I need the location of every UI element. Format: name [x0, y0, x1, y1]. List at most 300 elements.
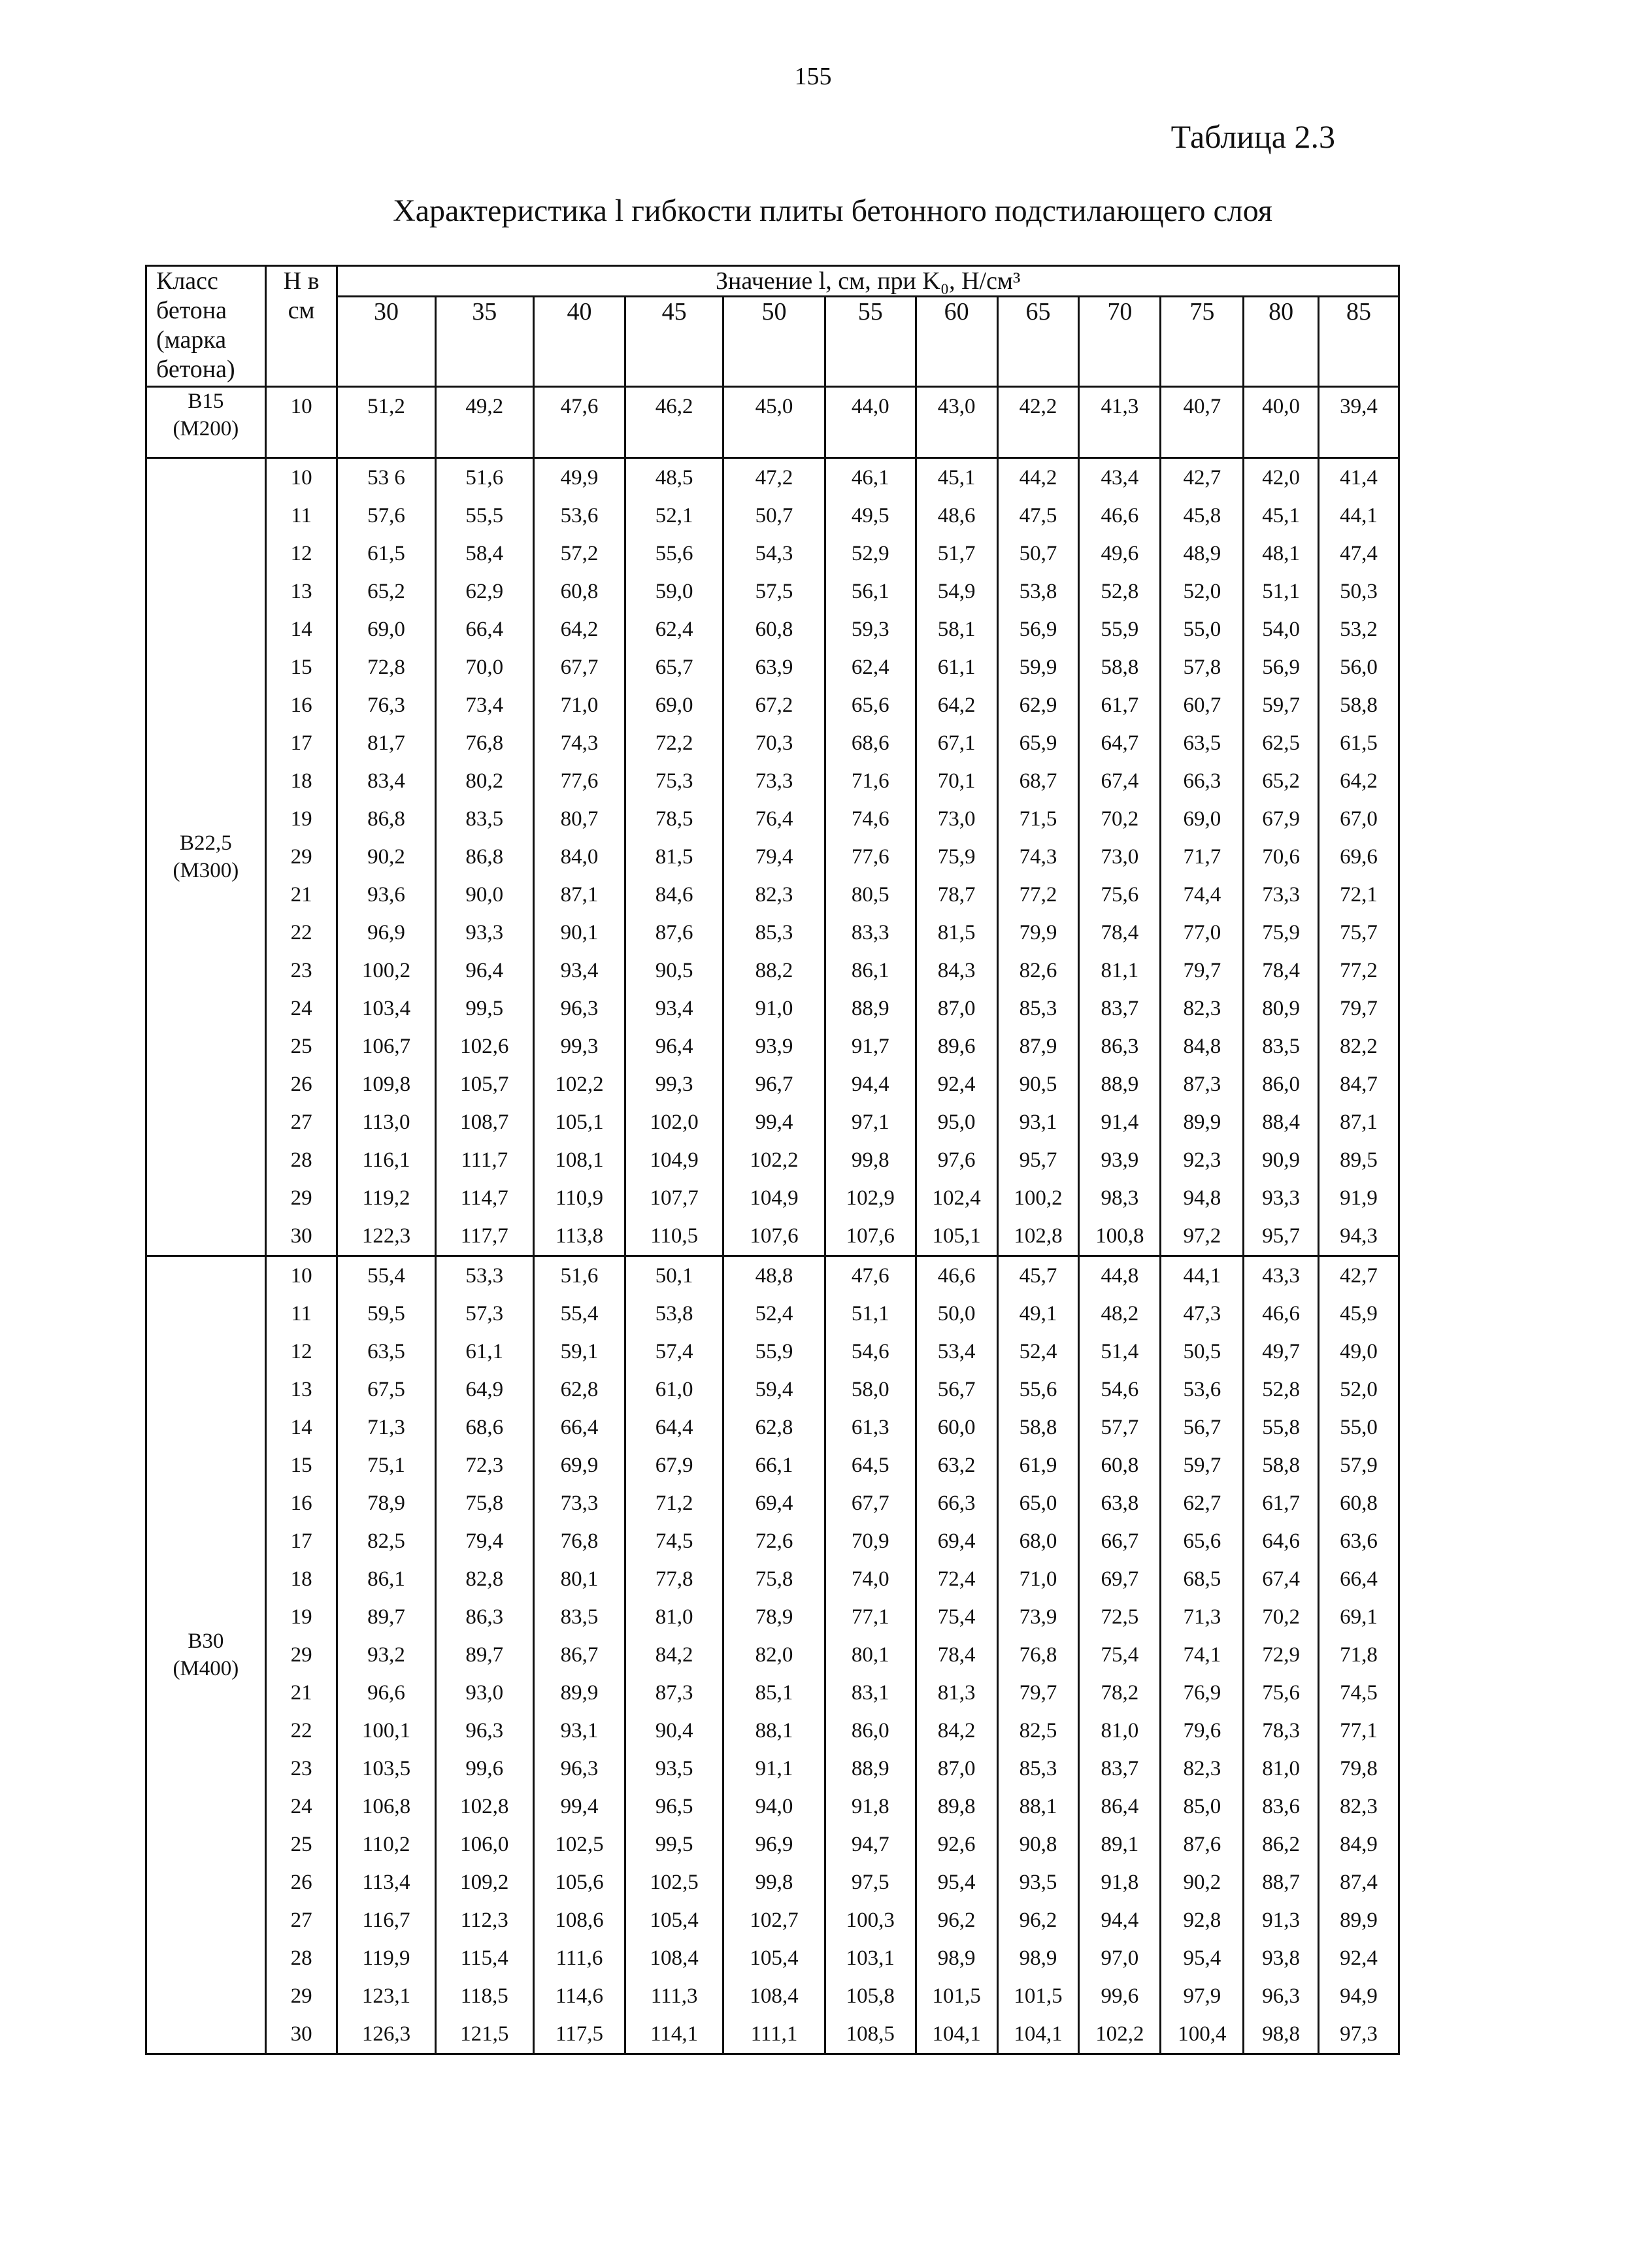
value-cell-column [916, 458, 997, 1256]
value-cell: 90,8 [1019, 1833, 1057, 1856]
value-cell: 60,8 [560, 580, 599, 603]
thickness-cell: 13 [290, 1378, 312, 1401]
value-cell: 102,8 [1014, 1224, 1063, 1248]
value-cell: 61,7 [1262, 1492, 1300, 1515]
value-cell: 78,9 [367, 1492, 405, 1515]
value-cell: 99,8 [851, 1148, 889, 1172]
value-cell: 102,6 [460, 1035, 509, 1058]
value-cell-column [723, 387, 825, 458]
value-cell: 61,3 [851, 1416, 889, 1439]
value-cell: 106,8 [361, 1795, 411, 1818]
value-cell: 84,3 [937, 959, 976, 982]
value-cell: 83,5 [465, 807, 504, 831]
value-cell: 66,3 [937, 1492, 976, 1515]
value-cell: 71,7 [1183, 845, 1221, 869]
table-body [146, 387, 1399, 2054]
value-cell: 68,6 [851, 731, 889, 755]
value-cell: 66,4 [1340, 1567, 1378, 1591]
value-cell-column [1079, 387, 1161, 458]
value-cell: 100,2 [361, 959, 411, 982]
value-cell: 93,9 [1101, 1148, 1139, 1172]
value-cell: 61,9 [1019, 1454, 1057, 1477]
value-cell: 98,3 [1101, 1186, 1139, 1210]
thickness-cell: 18 [290, 1567, 312, 1591]
value-cell: 64,7 [1101, 731, 1139, 755]
value-cell: 96,3 [465, 1719, 504, 1743]
value-cell: 104,9 [750, 1186, 799, 1210]
value-cell: 50,3 [1340, 580, 1378, 603]
value-cell: 86,1 [851, 959, 889, 982]
value-cell: 104,1 [932, 2022, 981, 2046]
value-cell: 86,2 [1262, 1833, 1300, 1856]
value-cell: 90,9 [1262, 1148, 1300, 1172]
value-cell: 118,5 [460, 1984, 508, 2008]
value-cell: 55,4 [367, 1264, 405, 1288]
value-cell: 63,5 [367, 1340, 405, 1363]
value-cell-column [337, 458, 435, 1256]
value-cell: 49,0 [1340, 1340, 1378, 1363]
value-cell: 57,3 [465, 1302, 504, 1326]
value-cell: 87,1 [1340, 1110, 1378, 1134]
value-cell: 89,9 [1340, 1909, 1378, 1932]
thickness-cell: 23 [290, 1757, 312, 1780]
value-cell: 96,6 [367, 1681, 405, 1705]
value-cell: 97,5 [851, 1871, 889, 1894]
value-cell: 96,3 [1262, 1984, 1300, 2008]
thickness-cell: 10 [290, 395, 312, 418]
value-cell: 74,5 [655, 1529, 693, 1553]
thickness-cell: 26 [290, 1073, 312, 1096]
value-cell: 93,4 [655, 997, 693, 1020]
value-cell: 62,4 [851, 656, 889, 679]
value-cell: 67,9 [655, 1454, 693, 1477]
value-cell: 61,1 [465, 1340, 504, 1363]
value-cell: 98,9 [1019, 1946, 1057, 1970]
value-cell: 103,4 [361, 997, 411, 1020]
value-cell: 59,3 [851, 618, 889, 641]
value-cell: 50,5 [1183, 1340, 1221, 1363]
value-cell: 56,9 [1019, 618, 1057, 641]
value-cell: 80,1 [560, 1567, 599, 1591]
value-cell: 98,9 [937, 1946, 976, 1970]
flexibility-table [145, 265, 1400, 2055]
value-cell: 115,4 [460, 1946, 508, 1970]
value-cell: 113,4 [362, 1871, 410, 1894]
value-cell: 99,3 [560, 1035, 599, 1058]
value-cell: 69,1 [1340, 1605, 1378, 1629]
thickness-cell: 22 [290, 1719, 312, 1743]
value-cell: 48,6 [937, 504, 976, 527]
value-cell: 64,5 [851, 1454, 889, 1477]
value-cell: 77,2 [1340, 959, 1378, 982]
value-cell: 102,2 [1095, 2022, 1144, 2046]
value-cell: 104,9 [650, 1148, 699, 1172]
value-cell: 79,7 [1183, 959, 1221, 982]
value-cell: 68,6 [465, 1416, 504, 1439]
value-cell-column [1161, 1256, 1244, 2054]
table-label: Таблица 2.3 [1170, 118, 1335, 155]
k-value-header: 30 [337, 297, 435, 387]
thickness-cell: 30 [290, 1224, 312, 1248]
value-cell: 77,6 [560, 769, 599, 793]
value-cell: 105,6 [555, 1871, 604, 1894]
value-cell: 49,6 [1101, 542, 1139, 565]
value-cell: 64,9 [465, 1378, 504, 1401]
value-cell: 107,6 [750, 1224, 799, 1248]
value-cell: 81,3 [937, 1681, 976, 1705]
value-cell: 85,3 [1019, 997, 1057, 1020]
value-cell: 111,3 [650, 1984, 698, 2008]
value-cell: 55,6 [1019, 1378, 1057, 1401]
value-cell: 90,0 [465, 883, 504, 907]
value-cell-column [1079, 1256, 1161, 2054]
value-cell: 52,8 [1262, 1378, 1300, 1401]
value-cell: 56,1 [851, 580, 889, 603]
value-cell: 84,8 [1183, 1035, 1221, 1058]
value-cell: 96,3 [560, 997, 599, 1020]
thickness-cell: 17 [290, 1529, 312, 1553]
table-header [146, 266, 1399, 387]
value-cell: 106,7 [361, 1035, 411, 1058]
value-cell: 78,3 [1262, 1719, 1300, 1743]
value-cell: 45,9 [1340, 1302, 1378, 1326]
value-cell: 96,9 [755, 1833, 793, 1856]
concrete-class: B22,5 [179, 831, 232, 855]
value-cell: 88,1 [755, 1719, 793, 1743]
value-cell: 99,6 [465, 1757, 504, 1780]
value-cell: 87,0 [937, 997, 976, 1020]
value-cell: 96,2 [937, 1909, 976, 1932]
value-cell: 111,1 [750, 2022, 798, 2046]
value-cell: 59,1 [560, 1340, 599, 1363]
thickness-cell: 12 [290, 1340, 312, 1363]
value-cell: 44,1 [1340, 504, 1378, 527]
value-cell-column [533, 1256, 625, 2054]
value-cell: 77,8 [655, 1567, 693, 1591]
value-cell: 57,8 [1183, 656, 1221, 679]
value-cell: 72,4 [937, 1567, 976, 1591]
concrete-class-cell [146, 387, 266, 458]
value-cell: 86,8 [367, 807, 405, 831]
value-cell: 119,9 [362, 1946, 410, 1970]
value-cell: 102,0 [650, 1110, 699, 1134]
value-cell: 45,1 [937, 466, 976, 490]
thickness-cell: 28 [290, 1148, 312, 1172]
value-cell: 45,8 [1183, 504, 1221, 527]
value-cell: 65,2 [1262, 769, 1300, 793]
value-cell: 80,5 [851, 883, 889, 907]
value-cell: 51,6 [560, 1264, 599, 1288]
value-cell: 61,0 [655, 1378, 693, 1401]
value-cell: 67,4 [1101, 769, 1139, 793]
value-cell: 44,8 [1101, 1264, 1139, 1288]
value-cell: 93,1 [1019, 1110, 1057, 1134]
value-cell: 82,3 [755, 883, 793, 907]
value-cell-column [1161, 387, 1244, 458]
value-cell: 56,7 [937, 1378, 976, 1401]
value-cell: 47,6 [560, 395, 599, 418]
value-cell: 58,4 [465, 542, 504, 565]
value-cell: 75,8 [465, 1492, 504, 1515]
value-cell: 64,2 [560, 618, 599, 641]
value-cell: 122,3 [361, 1224, 411, 1248]
value-cell: 56,9 [1262, 656, 1300, 679]
value-cell: 105,7 [460, 1073, 509, 1096]
value-cell: 62,9 [465, 580, 504, 603]
concrete-class-cell [146, 458, 266, 1256]
value-cell: 40,0 [1262, 395, 1300, 418]
value-cell: 57,4 [655, 1340, 693, 1363]
value-cell: 87,0 [937, 1757, 976, 1780]
value-cell: 51,4 [1101, 1340, 1139, 1363]
value-cell-column [825, 387, 916, 458]
value-cell: 75,9 [1262, 921, 1300, 944]
value-cell: 91,0 [755, 997, 793, 1020]
value-cell: 102,2 [750, 1148, 799, 1172]
value-cell: 48,2 [1101, 1302, 1139, 1326]
value-cell: 80,2 [465, 769, 504, 793]
value-cell: 92,6 [937, 1833, 976, 1856]
value-cell: 73,4 [465, 693, 504, 717]
value-cell: 82,3 [1183, 1757, 1221, 1780]
value-cell: 60,7 [1183, 693, 1221, 717]
value-cell: 93,1 [560, 1719, 599, 1743]
value-cell: 108,1 [555, 1148, 604, 1172]
value-cell: 97,6 [937, 1148, 976, 1172]
value-cell: 68,5 [1183, 1567, 1221, 1591]
thickness-cell: 11 [291, 504, 312, 527]
value-cell: 91,8 [851, 1795, 889, 1818]
k-value-header: 50 [723, 297, 825, 387]
value-cell: 41,4 [1340, 466, 1378, 490]
value-cell: 74,3 [1019, 845, 1057, 869]
value-cell: 102,2 [555, 1073, 604, 1096]
value-cell: 103,5 [361, 1757, 411, 1780]
value-cell: 84,7 [1340, 1073, 1378, 1096]
concrete-grade: (M400) [173, 1657, 239, 1680]
concrete-class-group [146, 458, 1399, 1256]
value-cell: 46,6 [937, 1264, 976, 1288]
value-cell: 55,0 [1340, 1416, 1378, 1439]
value-cell: 96,4 [465, 959, 504, 982]
value-cell: 108,4 [650, 1946, 699, 1970]
value-cell: 55,5 [465, 504, 504, 527]
value-cell: 93,8 [1262, 1946, 1300, 1970]
value-cell: 81,1 [1101, 959, 1139, 982]
value-cell: 70,3 [755, 731, 793, 755]
value-cell: 87,6 [1183, 1833, 1221, 1856]
value-cell-column [625, 1256, 723, 2054]
value-cell: 97,3 [1340, 2022, 1378, 2046]
value-cell: 96,3 [560, 1757, 599, 1780]
value-cell: 82,2 [1340, 1035, 1378, 1058]
value-cell: 45,1 [1262, 504, 1300, 527]
value-cell: 69,6 [1340, 845, 1378, 869]
value-cell: 91,7 [851, 1035, 889, 1058]
value-cell-column [1244, 387, 1319, 458]
value-cell: 119,2 [362, 1186, 410, 1210]
value-cell: 100,3 [846, 1909, 895, 1932]
value-cell: 50,1 [655, 1264, 693, 1288]
value-cell: 89,7 [367, 1605, 405, 1629]
value-cell: 63,9 [755, 656, 793, 679]
value-cell: 77,2 [1019, 883, 1057, 907]
value-cell: 62,5 [1262, 731, 1300, 755]
value-cell: 80,9 [1262, 997, 1300, 1020]
value-cell: 83,5 [560, 1605, 599, 1629]
value-cell-column [723, 458, 825, 1256]
thickness-cell: 29 [290, 845, 312, 869]
h-column-header: H в см [265, 266, 337, 387]
value-cell: 51,1 [851, 1302, 889, 1326]
value-cell: 91,8 [1101, 1871, 1139, 1894]
thickness-cell: 16 [290, 693, 312, 717]
value-cell: 108,4 [750, 1984, 799, 2008]
value-cell: 50,0 [937, 1302, 976, 1326]
value-cell: 76,3 [367, 693, 405, 717]
value-cell: 105,8 [846, 1984, 895, 2008]
value-cell: 111,7 [461, 1148, 508, 1172]
thickness-cell: 26 [290, 1871, 312, 1894]
value-cell: 76,8 [560, 1529, 599, 1553]
value-cell: 55,6 [655, 542, 693, 565]
value-cell: 53,4 [937, 1340, 976, 1363]
value-cell-column [997, 1256, 1079, 2054]
value-cell: 74,4 [1183, 883, 1221, 907]
value-cell: 74,3 [560, 731, 599, 755]
value-cell: 48,9 [1183, 542, 1221, 565]
value-cell: 54,3 [755, 542, 793, 565]
value-cell-column [1161, 458, 1244, 1256]
value-cell: 62,7 [1183, 1492, 1221, 1515]
value-cell: 99,4 [560, 1795, 599, 1818]
value-cell: 48,5 [655, 466, 693, 490]
value-cell: 84,6 [655, 883, 693, 907]
value-cell: 56,7 [1183, 1416, 1221, 1439]
value-cell: 117,7 [460, 1224, 508, 1248]
value-cell: 92,4 [1340, 1946, 1378, 1970]
thickness-cell: 22 [290, 921, 312, 944]
value-cell-column [997, 387, 1079, 458]
value-cell: 46,6 [1262, 1302, 1300, 1326]
value-cell: 90,5 [1019, 1073, 1057, 1096]
thickness-cell: 10 [290, 466, 312, 490]
value-cell: 81,0 [1262, 1757, 1300, 1780]
value-cell: 89,5 [1340, 1148, 1378, 1172]
thickness-cell: 25 [290, 1833, 312, 1856]
k-value-header: 75 [1161, 297, 1244, 387]
value-cell: 90,2 [1183, 1871, 1221, 1894]
value-cell: 53 6 [367, 466, 405, 490]
value-cell: 94,8 [1183, 1186, 1221, 1210]
value-cell: 58,8 [1019, 1416, 1057, 1439]
value-cell: 66,1 [755, 1454, 793, 1477]
value-cell: 88,4 [1262, 1110, 1300, 1134]
value-cell: 71,0 [1019, 1567, 1057, 1591]
value-cell: 79,6 [1183, 1719, 1221, 1743]
value-cell: 71,6 [851, 769, 889, 793]
value-cell: 46,6 [1101, 504, 1139, 527]
value-cell: 84,2 [937, 1719, 976, 1743]
value-cell: 105,4 [650, 1909, 699, 1932]
value-cell: 67,2 [755, 693, 793, 717]
value-cell: 99,5 [655, 1833, 693, 1856]
value-cell: 113,0 [362, 1110, 410, 1134]
value-cell: 63,2 [937, 1454, 976, 1477]
value-cell: 94,3 [1340, 1224, 1378, 1248]
k-value-header: 45 [625, 297, 723, 387]
value-cell: 69,7 [1101, 1567, 1139, 1591]
value-cell: 70,0 [465, 656, 504, 679]
value-cell: 59,7 [1262, 693, 1300, 717]
thickness-cell: 19 [290, 807, 312, 831]
value-cell: 82,3 [1183, 997, 1221, 1020]
value-cell-column [1244, 458, 1319, 1256]
value-cell: 87,4 [1340, 1871, 1378, 1894]
value-cell: 42,7 [1340, 1264, 1378, 1288]
value-cell: 73,3 [755, 769, 793, 793]
thickness-cell: 12 [290, 542, 312, 565]
value-cell: 54,6 [1101, 1378, 1139, 1401]
thickness-cell: 29 [290, 1984, 312, 2008]
value-cell: 76,8 [465, 731, 504, 755]
value-cell: 61,1 [937, 656, 976, 679]
value-cell: 52,4 [755, 1302, 793, 1326]
value-cell: 103,1 [846, 1946, 895, 1970]
value-cell: 87,3 [1183, 1073, 1221, 1096]
value-cell: 99,5 [465, 997, 504, 1020]
value-cell: 65,9 [1019, 731, 1057, 755]
value-cell: 78,9 [755, 1605, 793, 1629]
value-cell: 77,1 [851, 1605, 889, 1629]
value-cell: 90,5 [655, 959, 693, 982]
value-cell: 57,7 [1101, 1416, 1139, 1439]
value-cell: 75,1 [367, 1454, 405, 1477]
value-cell-column [625, 458, 723, 1256]
value-cell: 65,6 [1183, 1529, 1221, 1553]
thickness-cell: 29 [290, 1643, 312, 1667]
value-cell: 92,8 [1183, 1909, 1221, 1932]
value-cell: 82,0 [755, 1643, 793, 1667]
value-cell: 62,8 [560, 1378, 599, 1401]
value-cell: 104,1 [1014, 2022, 1063, 2046]
value-cell: 55,9 [755, 1340, 793, 1363]
value-cell: 52,8 [1101, 580, 1139, 603]
value-cell: 76,4 [755, 807, 793, 831]
value-cell: 49,9 [560, 466, 599, 490]
value-cell: 88,9 [1101, 1073, 1139, 1096]
value-cell: 94,9 [1340, 1984, 1378, 2008]
value-cell: 96,7 [755, 1073, 793, 1096]
value-cell: 91,1 [755, 1757, 793, 1780]
value-cell: 86,3 [465, 1605, 504, 1629]
value-cell: 53,3 [465, 1264, 504, 1288]
thickness-cell: 15 [290, 656, 312, 679]
value-cell: 83,4 [367, 769, 405, 793]
value-cell: 94,0 [755, 1795, 793, 1818]
value-cell: 96,4 [655, 1035, 693, 1058]
value-cell: 95,0 [937, 1110, 976, 1134]
value-cell: 93,2 [367, 1643, 405, 1667]
value-cell: 94,7 [851, 1833, 889, 1856]
value-cell: 58,8 [1262, 1454, 1300, 1477]
value-cell: 96,9 [367, 921, 405, 944]
value-cell: 70,2 [1101, 807, 1139, 831]
thickness-cell-column [265, 387, 337, 458]
k-value-header: 35 [435, 297, 533, 387]
value-cell: 77,6 [851, 845, 889, 869]
value-cell: 55,8 [1262, 1416, 1300, 1439]
